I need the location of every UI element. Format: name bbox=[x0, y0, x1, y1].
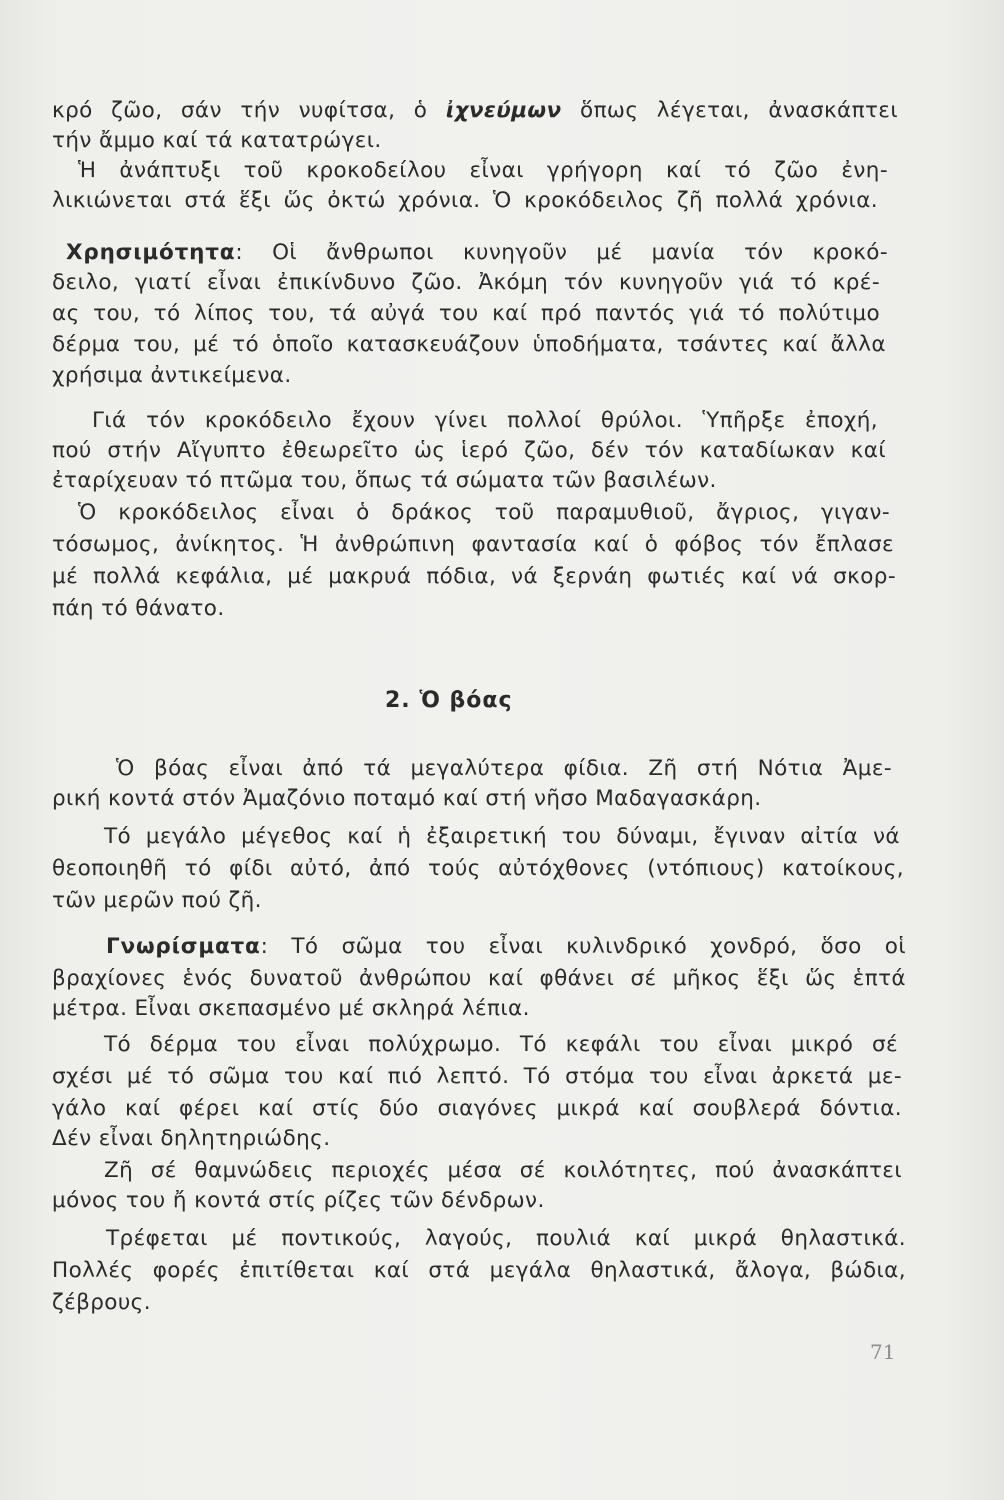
text-line: λικιώνεται στά ἕξι ὥς ὀκτώ χρόνια. Ὁ κροκόδειλος ζῆ πολλά χρόνια. bbox=[52, 188, 878, 213]
text-line: γάλο καί φέρει καί στίς δύο σιαγόνες μικρά καί σουβλερά δόντια. bbox=[52, 1096, 902, 1121]
text-line: Ὁ βόας εἶναι ἀπό τά μεγαλύτερα φίδια. Ζῆ στή Νότια Ἀμε- bbox=[116, 756, 892, 781]
text-line: θεοποιηθῆ τό φίδι αὐτό, ἀπό τούς αὐτόχθονες (ντόπιους) κατοίκους, bbox=[52, 856, 904, 881]
text-line: μέ πολλά κεφάλια, μέ μακρυά πόδια, νά ξερνάη φωτιές καί νά σκορ- bbox=[52, 564, 896, 589]
text-line: χρήσιμα ἀντικείμενα. bbox=[52, 363, 292, 388]
text-line: Γνωρίσματα: Τό σῶμα του εἶναι κυλινδρικό χονδρό, ὅσο οἱ bbox=[106, 934, 906, 959]
italic-term: ἰχνεύμων bbox=[445, 98, 562, 123]
text-line: ας του, τό λίπος του, τά αὐγά του καί πρό παντός γιά τό πολύτιμο bbox=[52, 301, 880, 326]
page-number: 71 bbox=[870, 1340, 896, 1364]
text-line: Ἡ ἀνάπτυξι τοῦ κροκοδείλου εἶναι γρήγορη καί τό ζῶο ἐνη- bbox=[78, 158, 888, 183]
text-line: δειλο, γιατί εἶναι ἐπικίνδυνο ζῶο. Ἀκόμη τόν κυνηγοῦν γιά τό κρέ- bbox=[52, 270, 880, 295]
text-line: Ζῆ σέ θαμνώδεις περιοχές μέσα σέ κοιλότητες, πού ἀνασκάπτει bbox=[104, 1158, 902, 1183]
text-line: Χρησιμότητα: Οἱ ἄνθρωποι κυνηγοῦν μέ μανία τόν κροκό- bbox=[66, 240, 888, 265]
text-line: μόνος του ἤ κοντά στίς ρίζες τῶν δένδρων. bbox=[52, 1188, 545, 1213]
text-line: σχέσι μέ τό σῶμα του καί πιό λεπτό. Τό στόμα του εἶναι ἀρκετά με- bbox=[52, 1064, 902, 1089]
section-title: 2. Ὁ βόας bbox=[385, 688, 513, 713]
text-line: Δέν εἶναι δηλητηριώδης. bbox=[52, 1126, 331, 1151]
text-line: πού στήν Αἴγυπτο ἐθεωρεῖτο ὡς ἱερό ζῶο, δέν τόν καταδίωκαν καί bbox=[52, 438, 886, 463]
text-line: τήν ἄμμο καί τά κατατρώγει. bbox=[52, 128, 382, 153]
section-subheading: Χρησιμότητα bbox=[66, 240, 236, 265]
text-line: τόσωμος, ἀνίκητος. Ἡ ἀνθρώπινη φαντασία καί ὁ φόβος τόν ἔπλασε bbox=[52, 532, 894, 557]
text-line: Γιά τόν κροκόδειλο ἔχουν γίνει πολλοί θρύλοι. Ὑπῆρξε ἐποχή, bbox=[92, 408, 878, 433]
text-line: Τό δέρμα του εἶναι πολύχρωμο. Τό κεφάλι του εἶναι μικρό σέ bbox=[104, 1032, 898, 1057]
section-subheading: Γνωρίσματα bbox=[106, 934, 261, 959]
text-line: κρό ζῶο, σάν τήν νυφίτσα, ὁ ἰχνεύμων ὅπως λέγεται, ἀνασκάπτει bbox=[52, 98, 898, 123]
text-line: ἐταρίχευαν τό πτῶμα του, ὅπως τά σώματα τῶν βασιλέων. bbox=[52, 468, 717, 493]
text-line: πάη τό θάνατο. bbox=[52, 596, 225, 621]
text-line: μέτρα. Εἶναι σκεπασμένο μέ σκληρά λέπια. bbox=[52, 996, 530, 1021]
text-line: Τρέφεται μέ ποντικούς, λαγούς, πουλιά καί μικρά θηλαστικά. bbox=[106, 1226, 906, 1251]
text-line: δέρμα του, μέ τό ὁποῖο κατασκευάζουν ὑποδήματα, τσάντες καί ἄλλα bbox=[52, 332, 886, 357]
text-line: Ὁ κροκόδειλος εἶναι ὁ δράκος τοῦ παραμυθιοῦ, ἄγριος, γιγαν- bbox=[78, 500, 890, 525]
text-line: ζέβρους. bbox=[52, 1290, 151, 1315]
text-line: τῶν μερῶν πού ζῆ. bbox=[52, 888, 262, 913]
text-line: Τό μεγάλο μέγεθος καί ἡ ἐξαιρετική του δύναμι, ἔγιναν αἰτία νά bbox=[104, 824, 900, 849]
text-line: βραχίονες ἑνός δυνατοῦ ἀνθρώπου καί φθάνει σέ μῆκος ἕξι ὥς ἑπτά bbox=[52, 966, 906, 991]
text-line: Πολλές φορές ἐπιτίθεται καί στά μεγάλα θηλαστικά, ἄλογα, βώδια, bbox=[52, 1258, 906, 1283]
text-line: ρική κοντά στόν Ἀμαζόνιο ποταμό καί στή νῆσο Μαδαγασκάρη. bbox=[52, 786, 762, 811]
